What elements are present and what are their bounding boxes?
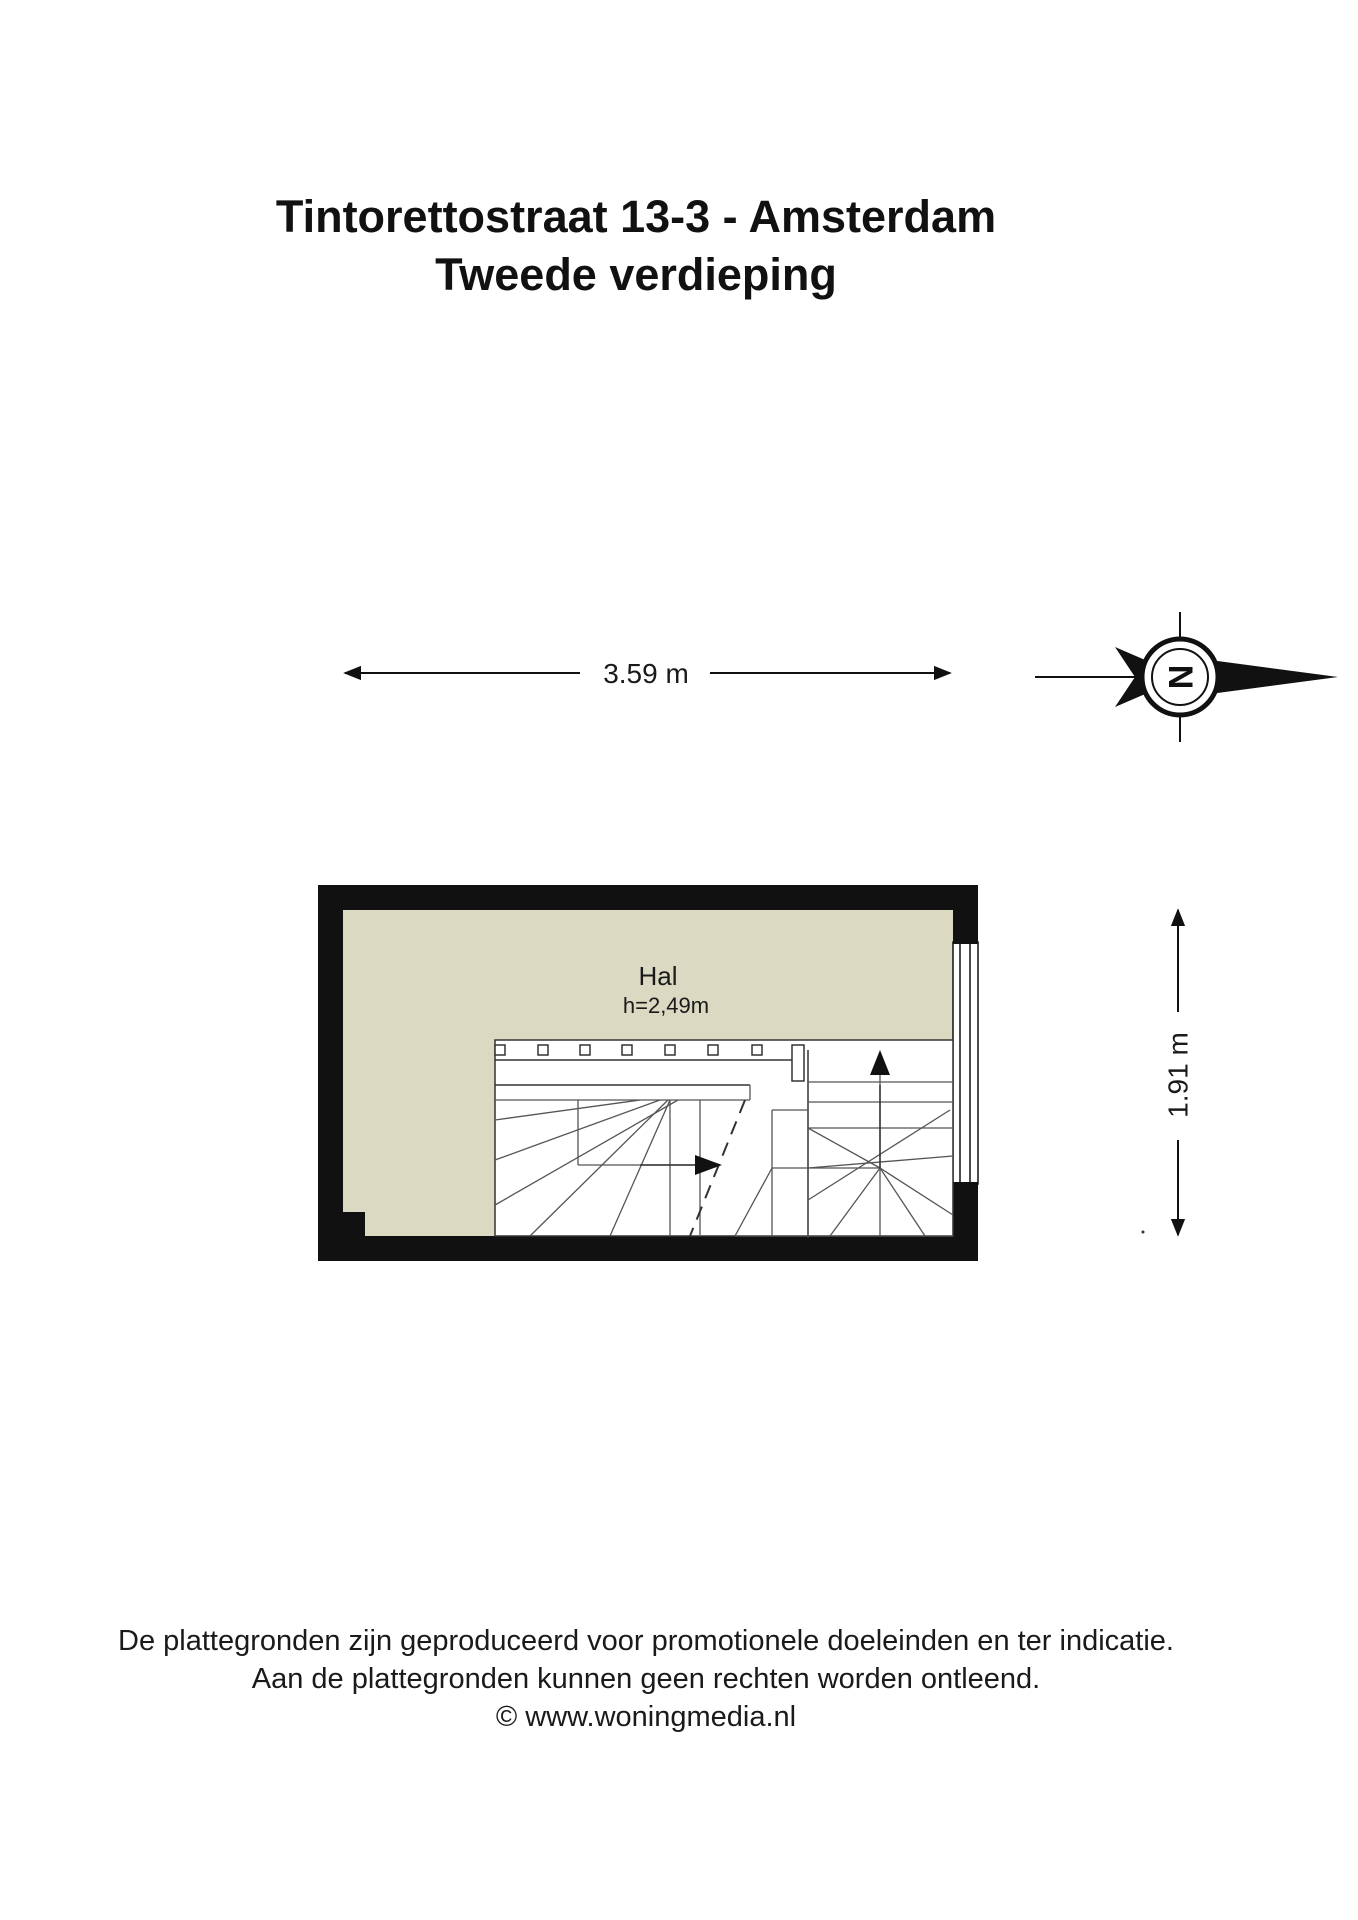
room-name: Hal	[638, 961, 678, 991]
disclaimer-line-2: Aan de plattegronden kunnen geen rechten worden ontleend.	[251, 1663, 1041, 1695]
floor-subtitle: Tweede verdieping	[435, 249, 837, 300]
north-label: N	[1161, 664, 1199, 690]
width-label: 3.59 m	[603, 658, 689, 689]
disclaimer-line-1: De plattegronden zijn geproduceerd voor promotionele doeleinden en ter indicatie.	[118, 1625, 1174, 1657]
depth-dimension	[1163, 910, 1194, 1235]
room-height: h=2,49m	[622, 993, 710, 1018]
depth-label: 1.91 m	[1162, 1032, 1194, 1118]
page-title: Tintorettostraat 13-3 - Amsterdam	[275, 191, 997, 242]
width-dimension	[345, 658, 950, 689]
copyright-line: © www.woningmedia.nl	[495, 1701, 797, 1733]
floor-plan	[318, 885, 978, 1261]
compass-icon	[1035, 612, 1338, 742]
